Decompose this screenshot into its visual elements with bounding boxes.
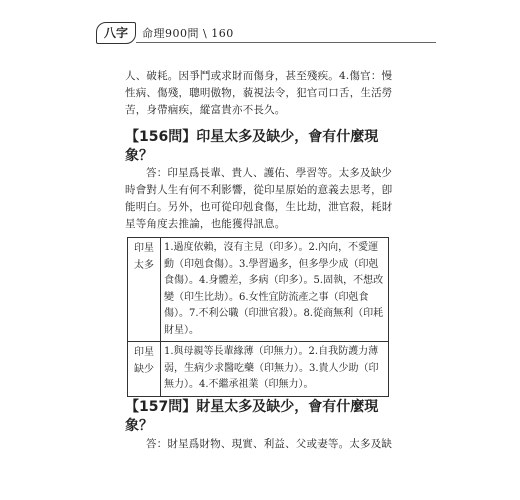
row-text: 1.過度依賴，沒有主見（印多）。2.內向，不愛運動（印剋食傷）。3.學習過多，但多學少成（印剋食傷）。4.身體差，多病（印多）。5.固執，不想改變（印生比劫）。6.女性宜防流產之事（印剋食傷）。7.不利公職（印泄官殺）。8.從商無利（印耗財星）。 bbox=[164, 242, 384, 336]
row-label: 印星太多 bbox=[128, 238, 161, 342]
page-header bbox=[96, 22, 436, 46]
question-156-answer: 答：印星爲長輩、貴人、護佑、學習等。太多及缺少時會對人生有何不利影響，從印星原始的意義去思考，卽能明白。另外，也可從印剋食傷，生比劫，泄官殺，耗財星等角度去推論，也能獲得訊息。 bbox=[125, 167, 393, 230]
question-157-heading: 【157問】財星太多及缺少，會有什麼現象？ bbox=[125, 399, 379, 434]
header-rule bbox=[136, 42, 436, 43]
analysis-table bbox=[127, 237, 389, 397]
row-content bbox=[161, 342, 389, 397]
row-text: 1.與母親等長輩緣薄（印無力）。2.自我防護力薄弱，生病少求醫吃藥（印無力）。3.貴人少助（印無力）。4.不繼承祖業（印無力）。 bbox=[164, 346, 379, 390]
book-badge: 八字 bbox=[96, 22, 136, 44]
table-row bbox=[128, 238, 389, 342]
row-content bbox=[161, 238, 389, 342]
question-156-heading: 【156問】印星太多及缺少，會有什麼現象？ bbox=[125, 129, 379, 164]
question-157-answer: 答：財星爲財物、現實、利益、父或妻等。太多及缺 bbox=[146, 438, 393, 450]
table-row bbox=[128, 342, 389, 397]
running-title: 命理900問 \ 160 bbox=[142, 27, 234, 40]
row-label: 印星缺少 bbox=[128, 342, 161, 397]
intro-paragraph: 人、破耗。因爭鬥或求財而傷身，甚至殘疾。4.傷官：慢性病、傷殘，聰明傲物，藐視法令，犯官司口舌，生活勞苦，身帶痼疾，縱富貴亦不長久。 bbox=[125, 70, 393, 116]
